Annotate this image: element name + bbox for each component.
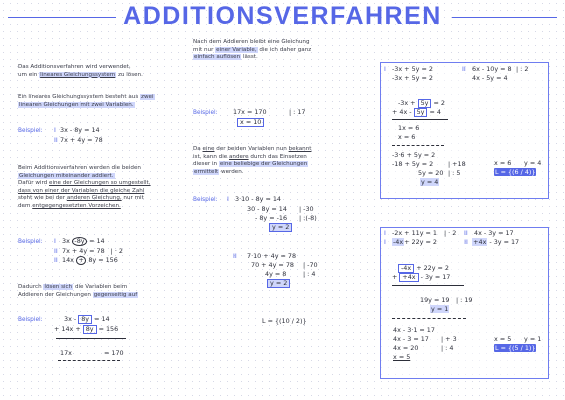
method-line-2 (18, 173, 150, 181)
frame2-results (494, 335, 541, 353)
highlighted-result: y = 1 (431, 305, 449, 313)
example-2 (18, 237, 123, 265)
example-label: Beispiel: (193, 110, 218, 116)
equation: -2x + 11y = 1 (392, 229, 437, 237)
frame1-system (384, 65, 528, 83)
underlined-result: x = 5 (393, 353, 411, 361)
text: der beiden Variablen nun (214, 146, 289, 152)
roman-ii: II (54, 247, 58, 255)
boxed-term: +4x (399, 273, 418, 282)
method-line-4: dass von einer der Variablen die gleiche Zahl (18, 187, 145, 194)
cancel-line-1 (18, 284, 138, 292)
example-label: Beispiel: (193, 197, 218, 203)
underline: andere (228, 153, 249, 160)
term: = 4 (427, 108, 441, 116)
frame2-result (420, 296, 473, 314)
boxed-term: 5y (414, 108, 428, 117)
term: - 3y = 17 (487, 238, 520, 246)
frame1-results (494, 159, 541, 177)
equation: - 8y = -16 (255, 214, 288, 222)
cancel-paragraph (18, 284, 138, 299)
text: Ein lineares Gleichungssystem besteht aus (18, 94, 141, 100)
boxed-result: y = 2 (267, 279, 290, 288)
operation: | : 4 (303, 270, 316, 278)
method-line-5 (18, 195, 150, 203)
roman-i: I (384, 229, 386, 237)
circled-term: -8y (72, 237, 87, 246)
roman-i: I (54, 237, 56, 245)
highlight: ermittelt (194, 168, 219, 175)
term: + 14x + (54, 325, 83, 333)
operation: | : 4 (441, 344, 454, 352)
text: Addieren der Gleichungen (18, 291, 93, 298)
text: nur mit (121, 195, 144, 202)
solution-set: L = {(10 / 2)} (262, 317, 307, 325)
highlighted-term: -4x (393, 238, 404, 246)
term: -3x + (398, 99, 418, 107)
method-line-1: Beim Additionsverfahren werden die beiden (18, 165, 141, 171)
roman-i: I (227, 195, 229, 203)
example-label: Beispiel: (18, 239, 43, 245)
operation: | : 5 (448, 169, 461, 177)
equation: 17x = 170 (233, 108, 267, 116)
equation: -3x + 5y = 2 (392, 74, 433, 82)
circled-term: + (76, 256, 86, 265)
cancel-line-2 (18, 292, 138, 300)
term: + 4x - (392, 108, 414, 116)
equation: 4x = 20 (393, 344, 419, 352)
roman-ii: II (233, 252, 237, 260)
roman-ii: II (54, 256, 58, 264)
frame2-double-line (392, 318, 466, 319)
method-line-6 (18, 203, 150, 211)
roman-ii: II (462, 65, 466, 73)
frame1-double-line (392, 145, 444, 146)
result-y: y = 4 (524, 159, 542, 167)
example-4 (193, 108, 306, 127)
operation: | -30 (299, 205, 314, 213)
equation: 4x - 3y = 17 (474, 229, 514, 237)
term: + (392, 273, 400, 281)
method-paragraph (18, 165, 150, 211)
solution-set: L = {(6 / 4)} (495, 168, 536, 176)
text: lässt. (241, 54, 258, 61)
highlight: lösen sich (44, 284, 73, 290)
term: 17x (60, 349, 72, 357)
term: = 14 (87, 237, 105, 245)
roman-i: I (54, 126, 56, 134)
boxed-result: y = 2 (269, 223, 292, 232)
term: 8y = 156 (86, 256, 118, 264)
frame1-addition (392, 99, 445, 117)
result-double-line (58, 360, 120, 361)
term: 3x (62, 237, 72, 245)
definition-line-1 (18, 94, 155, 102)
equation: 30 - 8y = 14 (247, 205, 287, 213)
example-label: Beispiel: (18, 128, 43, 134)
term: 14x (62, 256, 76, 264)
text: die Variablen beim (73, 284, 128, 290)
underline: entgegengesetzten Vorzeichen. (32, 202, 121, 209)
frame1-sum-line (392, 119, 448, 120)
text: um ein (18, 71, 40, 78)
text: Da (193, 146, 203, 152)
highlight-addiert: Gleichungen miteinander addiert. (19, 172, 114, 179)
highlight-linear-equations: linearen Gleichungen mit zwei Variablen. (19, 101, 134, 108)
text: Dadurch (18, 284, 44, 290)
operation: | :(-8) (299, 214, 317, 222)
equation: -3·6 + 5y = 2 (392, 151, 436, 159)
text: dieser in (193, 161, 219, 168)
equation: 3x - 8y = 14 (60, 126, 100, 134)
roman-i: I (384, 65, 386, 73)
roman-ii: II (464, 229, 468, 237)
text: die ich daher ganz (257, 46, 312, 53)
equation: 3·10 - 8y = 14 (235, 195, 281, 203)
boxed-term: 8y (78, 315, 92, 324)
term: = 14 (92, 315, 110, 323)
after-line-3 (193, 54, 311, 62)
after-addition-paragraph (193, 39, 311, 62)
definition-paragraph (18, 94, 155, 109)
boxed-result: x = 10 (237, 118, 264, 127)
frame2-sum-line (392, 285, 464, 286)
result-x: x = 6 (494, 159, 512, 167)
underline: anderen Gleichung, (66, 195, 122, 202)
equation: 4x - 5y = 4 (472, 74, 508, 82)
text: zu lösen. (116, 71, 143, 78)
substitute-line-3 (193, 161, 311, 169)
example-5-i (193, 195, 317, 232)
equation: 7·10 + 4y = 78 (247, 252, 297, 260)
substitute-line-1 (193, 146, 311, 154)
operation: | -70 (303, 261, 318, 269)
operation: | : 19 (456, 296, 473, 304)
after-line-2 (193, 47, 311, 55)
text: durch das Einsetzen (248, 153, 307, 160)
equation: -18 + 5y = 2 (392, 160, 434, 168)
result-x: x = 5 (494, 335, 512, 343)
text: mit nur (193, 46, 216, 53)
operation: | +18 (448, 160, 466, 168)
equation: -3x + 5y = 2 (392, 65, 433, 73)
frame1-result-x: x = 6 (398, 133, 416, 141)
equation: 7x + 4y = 78 (62, 247, 105, 255)
method-line-3 (18, 180, 150, 188)
roman-ii: II (464, 238, 468, 246)
operation: | + 3 (441, 335, 457, 343)
equation: 7x + 4y = 78 (60, 136, 103, 144)
underline: eine der Gleichungen so umgestellt, (49, 180, 151, 187)
equation: 4x - 3 = 17 (393, 335, 429, 343)
text: dem (18, 202, 33, 209)
frame2-addition (392, 264, 450, 282)
equation: 70 + 4y = 78 (251, 261, 294, 269)
operation: | · 2 (444, 229, 457, 237)
example-5-ii (233, 252, 318, 288)
operation: | : 17 (289, 108, 306, 116)
text: werden. (219, 168, 244, 175)
underline: bekannt (288, 146, 312, 152)
highlighted-result: y = 4 (421, 178, 439, 186)
operation: | : 2 (516, 65, 529, 73)
underline: eine (202, 146, 215, 152)
highlighted-term: +4x (473, 238, 487, 246)
example-label: Beispiel: (18, 317, 43, 323)
intro-line-2 (18, 72, 143, 80)
frame2-system (384, 229, 519, 247)
equation: 6x - 10y = 8 (472, 65, 512, 73)
highlight: gegenseitig auf (93, 291, 138, 298)
term: + 22y = 2 (414, 264, 449, 272)
intro-paragraph (18, 64, 143, 79)
intro-line-1: Das Additionsverfahren wird verwendet, (18, 64, 131, 70)
boxed-term: -4x (398, 264, 414, 273)
highlight: einfach auflösen (194, 54, 241, 61)
roman-i: I (384, 238, 386, 246)
term: = 170 (104, 349, 124, 357)
page-title: ADDITIONSVERFAHREN (123, 2, 442, 30)
highlight-lgs: lineares Gleichungssystem (40, 71, 116, 78)
term: = 156 (96, 325, 119, 333)
example-3 (18, 315, 118, 334)
boxed-term: 8y (83, 325, 97, 334)
definition-line-2 (18, 102, 155, 110)
equation: 4y = 8 (265, 270, 287, 278)
text: Dafür wird (18, 180, 49, 187)
frame2-substitution (393, 326, 457, 362)
substitute-paragraph (193, 146, 311, 176)
term: = 2 (431, 99, 445, 107)
term: + 22y = 2 (404, 238, 437, 246)
substitute-line-4 (193, 169, 311, 177)
substitute-line-2 (193, 154, 311, 162)
roman-ii: II (54, 136, 58, 144)
example-3-result (60, 349, 124, 358)
equation: 4x - 3·1 = 17 (393, 326, 435, 334)
boxed-term: 5y (418, 99, 432, 108)
term: 3x - (64, 315, 79, 323)
frame1-result-1x: 1x = 6 (398, 124, 420, 132)
equation: 5y = 20 (418, 169, 444, 177)
example-1 (18, 126, 103, 145)
solution-set: L = {(5 / 1)} (495, 344, 536, 352)
equation: 19y = 19 (420, 296, 450, 304)
frame1-substitution (392, 151, 466, 187)
highlight-one-variable: einer Variable, (216, 46, 257, 53)
text: steht wie bei der (18, 195, 67, 202)
text: ist, kann die (193, 153, 229, 160)
result-y: y = 1 (524, 335, 542, 343)
after-line-1: Nach dem Addieren bleibt eine Gleichung (193, 39, 310, 45)
highlight-zwei: zwei (141, 94, 154, 100)
operation: | · 2 (110, 247, 123, 255)
term: - 3y = 17 (418, 273, 451, 281)
highlight: eine beliebige der Gleichungen (219, 161, 308, 168)
sum-line (56, 338, 126, 339)
